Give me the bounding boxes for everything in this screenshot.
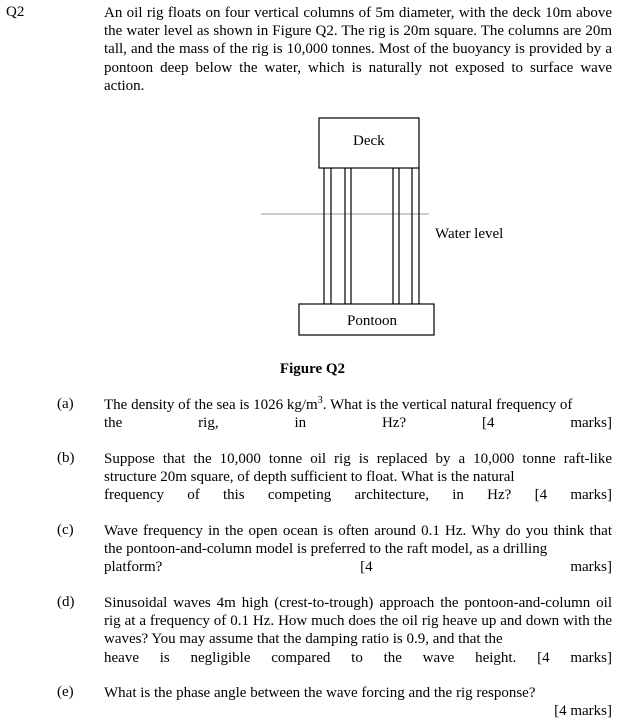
part-last-text: frequency of this competing architecture, in Hz? (104, 487, 512, 504)
part-label: (d) (57, 594, 75, 610)
part-label: (e) (57, 684, 74, 700)
water-level-label: Water level (435, 226, 504, 242)
part-last-text: heave is negligible compared to the wave height. (104, 649, 517, 666)
marks: [4 marks] (360, 559, 612, 576)
part-body (104, 450, 612, 505)
part-label: (a) (57, 396, 74, 412)
part-body (104, 684, 612, 720)
part-text: Wave frequency in the open ocean is often around 0.1 Hz. Why do you think that the pontoon-and-column model is preferred to the raft model, as a drilling (104, 523, 612, 558)
part-body (104, 522, 612, 577)
question-number: Q2 (6, 4, 25, 20)
figure-caption: Figure Q2 (279, 361, 346, 377)
part-last-text: the rig, in Hz? (104, 415, 407, 432)
part-text-a2: . What is the vertical natural frequency of (322, 397, 573, 413)
part-last-line (104, 486, 612, 504)
question-intro: An oil rig floats on four vertical columns of 5m diameter, with the deck 10m above the water level as shown in Figure Q2. The rig is 20m square. The columns are 20m tall, and the mass of the rig is 10,000 tonnes. Most of the buoyancy is provided by a pontoon deep below the water, which is naturally not exposed to surface wave action. (104, 5, 612, 94)
part-text: Suppose that the 10,000 tonne oil rig is replaced by a 10,000 tonne raft-like structure 20m square, of depth sufficient to float. What is the natural (104, 451, 612, 486)
marks: [4 marks] (534, 487, 613, 504)
part-last-line (104, 649, 612, 667)
part-text: Sinusoidal waves 4m high (crest-to-trough) approach the pontoon-and-column oil rig at a frequency of 0.1 Hz. How much does the oil rig heave up and down with the waves? You may assume that the damping ratio is 0.9, and that the (104, 595, 612, 648)
part-label: (c) (57, 522, 74, 538)
figure-q2-diagram (255, 116, 504, 342)
part-text (104, 396, 612, 414)
part-text-a1: The density of the sea is 1026 kg/m (104, 397, 318, 413)
part-body (104, 594, 612, 667)
marks: [4 marks] (554, 703, 612, 720)
part-last-text: platform? (104, 559, 163, 576)
part-body (104, 396, 612, 432)
pontoon-label: Pontoon (347, 313, 398, 329)
superscript: 3 (317, 395, 323, 406)
marks: [4 marks] (481, 415, 612, 432)
columns (324, 168, 419, 304)
part-text: What is the phase angle between the wave forcing and the rig response? (104, 685, 536, 701)
deck-label: Deck (353, 133, 385, 149)
marks: [4 marks] (537, 649, 613, 666)
part-last-line (104, 558, 612, 576)
part-label: (b) (57, 450, 75, 466)
part-last-line (104, 414, 612, 432)
